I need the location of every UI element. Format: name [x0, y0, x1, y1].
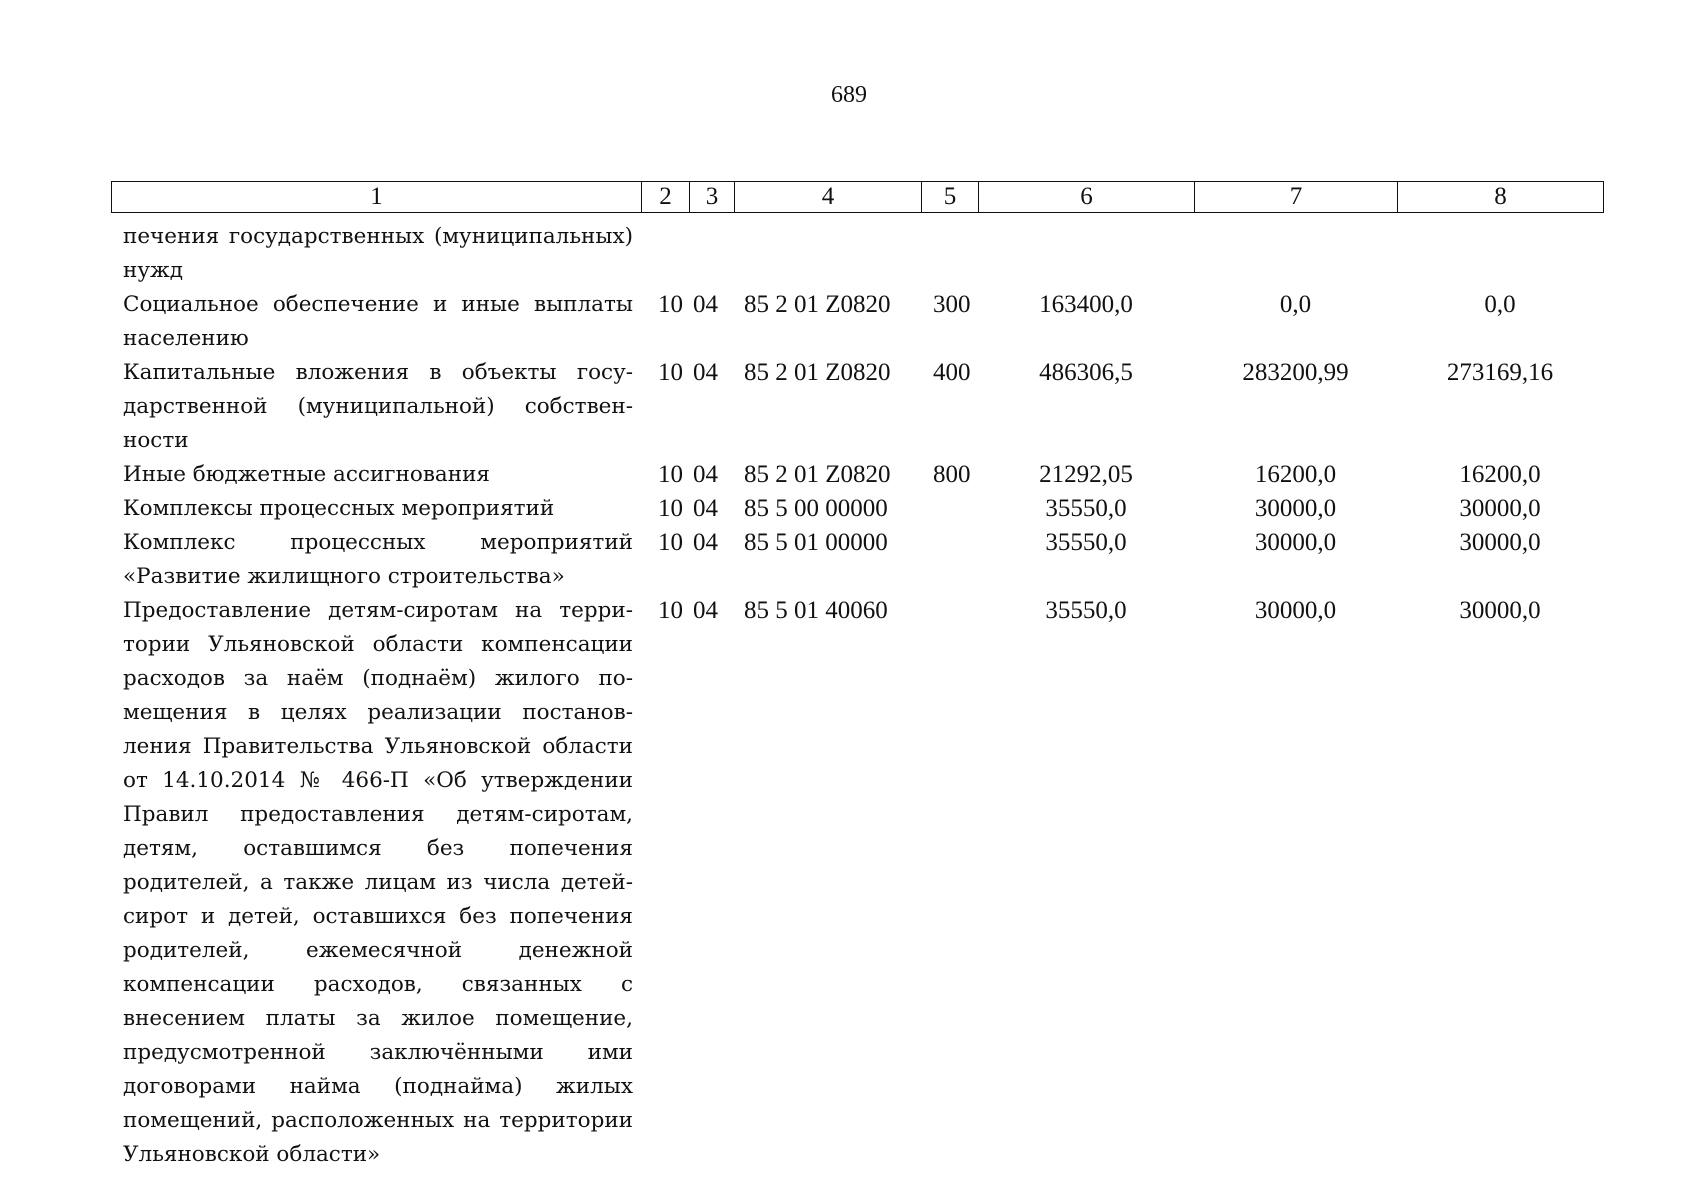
- amount-col8: 30000,0: [1459, 495, 1541, 522]
- subsection-code: 04: [693, 359, 718, 386]
- amount-col6: 163400,0: [1039, 291, 1133, 318]
- target-article-code: 85 5 01 00000: [744, 529, 888, 556]
- amount-col7: 283200,99: [1242, 359, 1349, 386]
- column-header: 8: [1398, 182, 1604, 213]
- amount-col7: 30000,0: [1254, 597, 1337, 624]
- amount-col7: 16200,0: [1254, 461, 1337, 488]
- target-article-code: 85 2 01 Z0820: [744, 359, 891, 386]
- column-header: 5: [922, 182, 979, 213]
- target-article-code: [734, 220, 921, 288]
- row-description: Предоставление детям-сиротам на территории Ульяновской области компенсации расходов за наём (поднаём) жилого помещения в целях реализации постановления Правительства Ульяновской области от 14.10.2014 № 466-П «Об утверждении Правил предоставления детям-сиротам, детям, оставшимся без попечения родителей, а также лицам из числа детей-сирот и детей, оставшихся без попечения родителей, ежемесячной денежной компенсации расходов, связанных с внесением платы за жилое помещение, предусмотренной заключёнными ими договорами найма (поднайма) жилых помещений, расположенных на территории Ульяновской области»: [123, 598, 633, 1167]
- amount-col8: [1397, 220, 1603, 288]
- amount-col6: 486306,5: [1039, 359, 1133, 386]
- subsection-code: 04: [693, 529, 718, 556]
- column-header: 2: [642, 182, 690, 213]
- amount-col6: 21292,05: [1039, 461, 1133, 488]
- target-article-code: 85 5 00 00000: [744, 495, 888, 522]
- column-header-row: [112, 182, 1604, 213]
- amount-col8: 273169,16: [1446, 359, 1554, 386]
- expense-type-code: 400: [933, 359, 971, 386]
- expense-type-code: [921, 594, 978, 1172]
- amount-col8: 0,0: [1484, 291, 1516, 318]
- amount-col8: 16200,0: [1459, 461, 1541, 488]
- table-row: [111, 288, 1603, 356]
- expense-type-code: 300: [933, 291, 971, 318]
- target-article-code: 85 2 01 Z0820: [744, 461, 891, 488]
- row-description: Социальное обеспечение и иные выплаты населению: [123, 292, 633, 351]
- row-description: Комплекс процессных мероприятий «Развитие жилищного строительства»: [123, 530, 633, 589]
- amount-col6: 35550,0: [1045, 495, 1127, 522]
- table-row: [111, 356, 1603, 458]
- column-header: 3: [690, 182, 735, 213]
- row-description: Капитальные вложения в объекты государственной (муниципальной) собственности: [123, 360, 633, 453]
- table-row: [111, 458, 1603, 492]
- target-article-code: 85 5 01 40060: [744, 597, 888, 624]
- table-row: [111, 492, 1603, 526]
- budget-table: [111, 220, 1603, 1172]
- column-header: 6: [979, 182, 1195, 213]
- subsection-code: 04: [693, 461, 718, 488]
- expense-type-code: [921, 526, 978, 594]
- table-row: [111, 526, 1603, 594]
- subsection-code: [689, 220, 734, 288]
- section-code: 10: [658, 597, 683, 624]
- amount-col7: 30000,0: [1254, 495, 1337, 522]
- amount-col6: 35550,0: [1045, 597, 1127, 624]
- section-code: [641, 220, 689, 288]
- amount-col7: 0,0: [1279, 291, 1312, 318]
- expense-type-code: [921, 492, 978, 526]
- column-header: 1: [112, 182, 642, 213]
- amount-col6: [978, 220, 1194, 288]
- section-code: 10: [658, 461, 683, 488]
- table-row: [111, 220, 1603, 288]
- table-row: [111, 594, 1603, 1172]
- section-code: 10: [658, 291, 683, 318]
- subsection-code: 04: [693, 597, 718, 624]
- row-description: Иные бюджетные ассигнования: [123, 462, 490, 487]
- amount-col7: [1194, 220, 1397, 288]
- amount-col6: 35550,0: [1045, 529, 1127, 556]
- amount-col8: 30000,0: [1459, 529, 1541, 556]
- section-code: 10: [658, 495, 683, 522]
- section-code: 10: [658, 359, 683, 386]
- column-header-table: [111, 181, 1604, 213]
- subsection-code: 04: [693, 291, 718, 318]
- subsection-code: 04: [693, 495, 718, 522]
- amount-col7: 30000,0: [1254, 529, 1337, 556]
- target-article-code: 85 2 01 Z0820: [744, 291, 891, 318]
- column-header: 7: [1195, 182, 1398, 213]
- expense-type-code: 800: [933, 461, 971, 488]
- row-description: Комплексы процессных мероприятий: [123, 496, 555, 521]
- expense-type-code: [921, 220, 978, 288]
- page-number: 689: [831, 82, 867, 108]
- amount-col8: 30000,0: [1459, 597, 1541, 624]
- row-description: печения государственных (муниципальных) нужд: [123, 224, 633, 283]
- column-header: 4: [735, 182, 922, 213]
- section-code: 10: [658, 529, 683, 556]
